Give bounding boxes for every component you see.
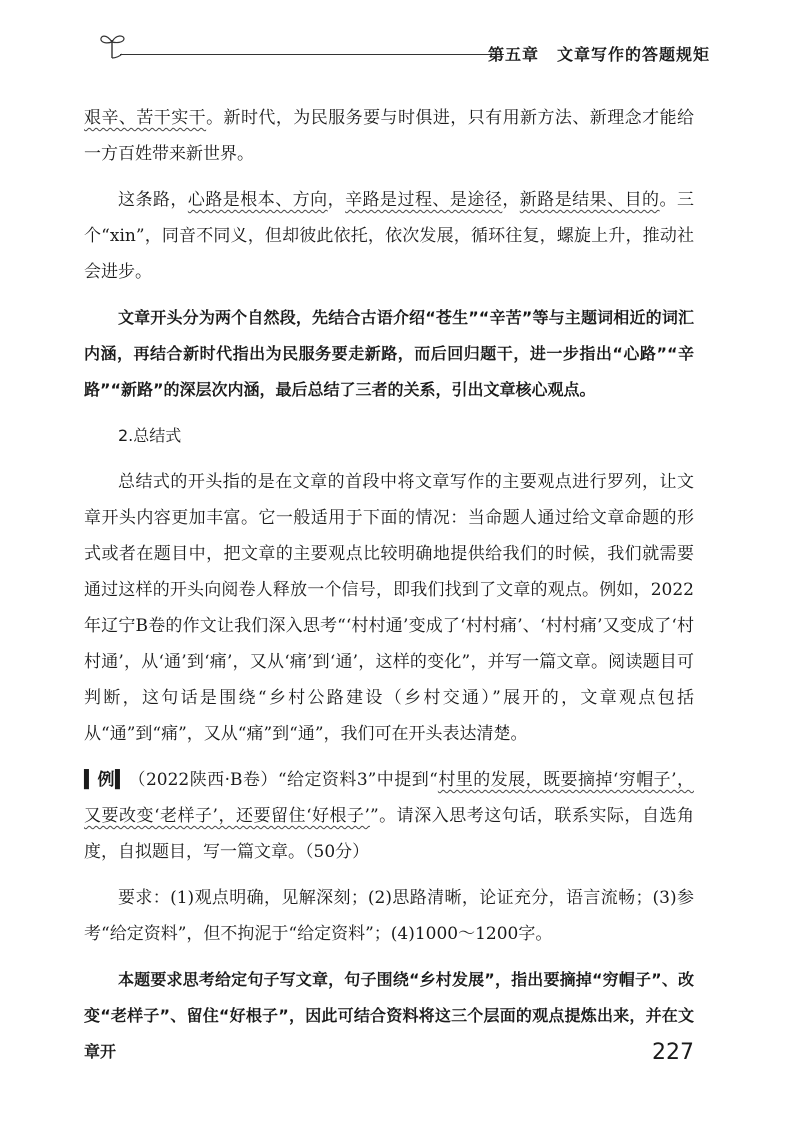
paragraph-text: ”。请深入思考这句话，联系实际，自选角度，自拟题目，写一篇文章。（50分） (84, 806, 694, 862)
underlined-phrase: 辛路是过程、是途径 (345, 190, 503, 210)
underlined-phrase: 艰辛、苦干实干 (84, 108, 207, 128)
chapter-label: 第五章 (487, 45, 539, 64)
underlined-phrase: 心路是根本、方向 (187, 190, 328, 210)
page-number: 227 (652, 1040, 694, 1065)
sprout-icon (98, 30, 128, 60)
chapter-title (488, 42, 710, 65)
header-rule (120, 54, 504, 55)
paragraph-text: ， (327, 190, 346, 210)
requirements-paragraph: 要求：(1)观点明确，见解深刻；(2)思路清晰，论证充分，语言流畅；(3)参考“给定资料”，但不拘泥于“给定资料”；(4)1000～1200字。 (84, 888, 694, 944)
example-paragraph (84, 762, 694, 870)
underlined-phrase: 新路是结果、目的 (519, 190, 660, 210)
paragraph-text: 。新时代，为民服务要与时俱进，只有用新方法、新理念才能给一方百姓带来新世界。 (84, 108, 695, 164)
paragraph-text: ， (502, 190, 520, 210)
paragraph-text: 这条路， (118, 190, 188, 210)
paragraph-1 (84, 100, 694, 172)
paragraph-text: （2022陕西·B卷）“给定资料3”中提到“ (128, 770, 438, 790)
page-body (84, 100, 694, 1070)
paragraph-text: 。三个“xin”，同音不同义，但却彼此依托，依次发展，循环往复，螺旋上升，推动社会进步。 (84, 190, 694, 282)
paragraph-2 (84, 182, 694, 290)
section-heading: 2.总结式 (118, 426, 182, 445)
analysis-paragraph-1: 文章开头分为两个自然段，先结合古语介绍“苍生”“辛苦”等与主题词相近的词汇内涵，再结合新时代指出为民服务要走新路，而后回归题干，进一步指出“心路”“辛路”“新路”的深层次内涵，最后总结了三者的关系，引出文章核心观点。 (84, 308, 694, 399)
paragraph-summary: 总结式的开头指的是在文章的首段中将文章写作的主要观点进行罗列，让文章开头内容更加丰富。它一般适用于下面的情况：当命题人通过给文章命题的形式或者在题目中，把文章的主要观点比较明确地提供给我们的时候，我们就需要通过这样的开头向阅卷人释放一个信号，即我们找到了文章的观点。例如，2022年辽宁B卷的作文让我们深入思考“‘村村通’变成了‘村村痛’、‘村村痛’又变成了‘村村通’，从‘通’到‘痛’，又从‘痛’到‘通’，这样的变化”，并写一篇文章。阅读题目可判断，这句话是围绕“乡村公路建设（乡村交通）”展开的，文章观点包括从“通”到“痛”，又从“痛”到“通”，我们可在开头表达清楚。 (84, 472, 694, 744)
underlined-phrase: 村里的发展，既要摘掉‘穷帽子’，又要改变‘老样子’，还要留住‘好根子’ (84, 770, 694, 826)
analysis-paragraph-2: 本题要求思考给定句子写文章，句子围绕“乡村发展”，指出要摘掉“穷帽子”、改变“老样子”、留住“好根子”，因此可结合资料将这三个层面的观点提炼出来，并在文章开 (84, 970, 694, 1061)
chapter-name: 文章写作的答题规矩 (556, 45, 710, 64)
example-label: ▍例▍ (84, 770, 129, 790)
running-header (98, 30, 710, 70)
